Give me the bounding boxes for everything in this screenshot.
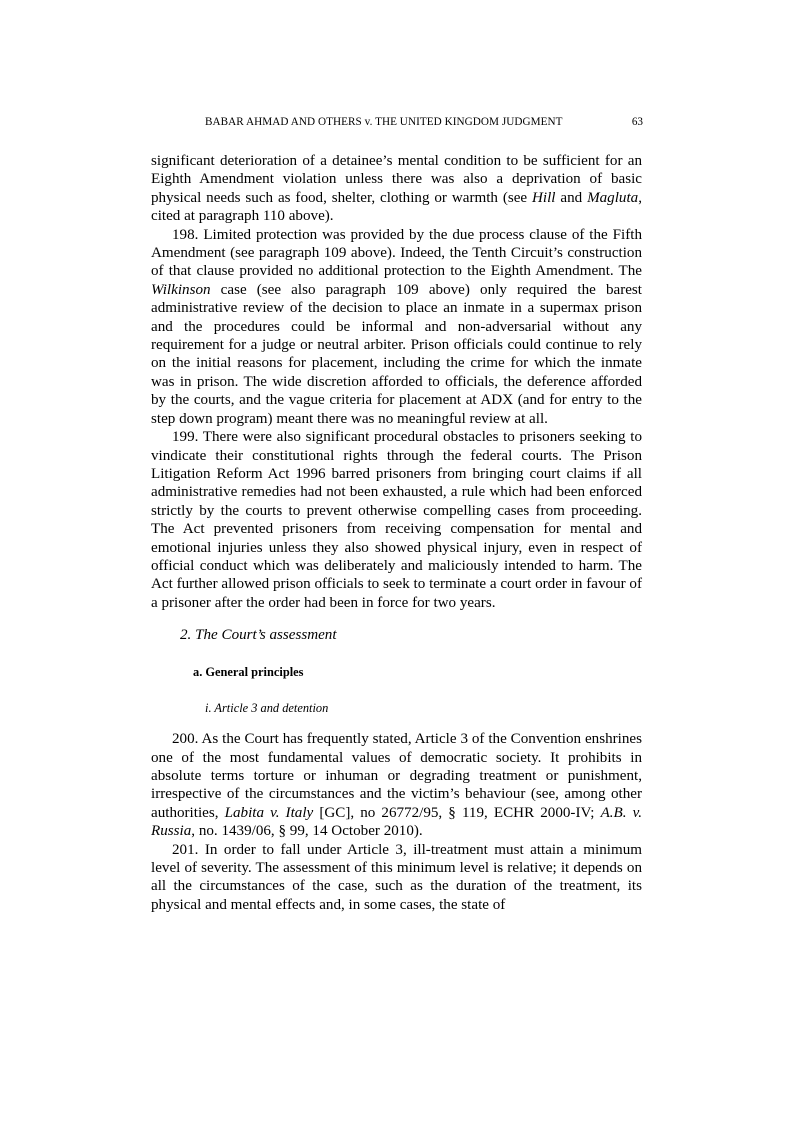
case-name: Magluta (587, 189, 639, 206)
case-name: Wilkinson (151, 281, 211, 298)
text-run: significant deterioration of a detainee’s mental condition to be sufficient for an Eighth Amendment violation unless there was also a deprivation of basic physical needs such as food, shelter, clothing or warmth (see (151, 153, 642, 206)
subsubsection-heading: i. Article 3 and detention (205, 701, 329, 716)
text-run: 200. As the Court has frequently stated, Article 3 of the Convention enshrines one of the most fundamental values of democratic society. It prohibits in absolute terms torture or inhuman or degrading treatment or punishment, irrespective of the circumstances and the victim’s behaviour (see, among other authorities, (151, 731, 642, 821)
case-name: Labita v. Italy (224, 804, 314, 821)
text-run: case (see also paragraph 109 above) only required the barest administrative review of the decision to place an inmate in a supermax prison and the procedures could be informal and non-adversarial without any requirement for a judge or neutral arbiter. Prison officials could continue to rely on the initial reasons for placement, including the crime for which the inmate was in prison. The wide discretion afforded to officials, the deference afforded by the courts, and the vague criteria for placement at ADX (and for entry to the step down program) meant there was no meaningful review at all. (151, 281, 642, 427)
text-run: and (555, 189, 588, 206)
text-run: 198. Limited protection was provided by the due process clause of the Fifth Amendment (see paragraph 109 above). Indeed, the Tenth Circuit’s construction of that clause provided no additional protection to the Eighth Amendment. The (151, 226, 642, 280)
text-run: , cited at paragraph 110 above). (151, 189, 642, 225)
paragraph-201: 201. In order to fall under Article 3, ill-treatment must attain a minimum level of severity. The assessment of this minimum level is relative; it depends on all the circumstances of the case, such as the duration of the treatment, its physical and mental effects and, in some cases, the state of (151, 841, 642, 913)
document-body (151, 152, 642, 914)
paragraph-199: 199. There were also significant procedural obstacles to prisoners seeking to vindicate their constitutional rights through the federal courts. The Prison Litigation Reform Act 1996 barred prisoners from bringing court claims if all administrative remedies had not been exhausted, a rule which had been enforced strictly by the courts to prevent otherwise compelling cases from proceeding. The Act prevented prisoners from receiving compensation for mental and emotional injuries unless they also showed physical injury, even in respect of official conduct which was deliberately and maliciously intended to harm. The Act further allowed prison officials to seek to terminate a court order in favour of a prisoner after the order had been in force for two years. (151, 429, 642, 611)
section-heading: 2. The Court’s assessment (180, 627, 337, 644)
page-header (205, 114, 645, 130)
subsection-heading: a. General principles (193, 665, 304, 680)
running-title: BABAR AHMAD AND OTHERS v. THE UNITED KINGDOM JUDGMENT (205, 116, 563, 128)
page-number: 63 (631, 116, 643, 128)
text-run: [GC], no 26772/95, § 119, ECHR 2000-IV; (313, 804, 601, 821)
paragraph-200 (151, 730, 642, 840)
paragraph-198 (151, 226, 642, 428)
case-name: Hill (532, 189, 556, 206)
text-run: , no. 1439/06, § 99, 14 October 2010). (191, 823, 423, 840)
paragraph-continued (151, 152, 642, 226)
case-name: A.B. v. Russia (151, 804, 642, 840)
